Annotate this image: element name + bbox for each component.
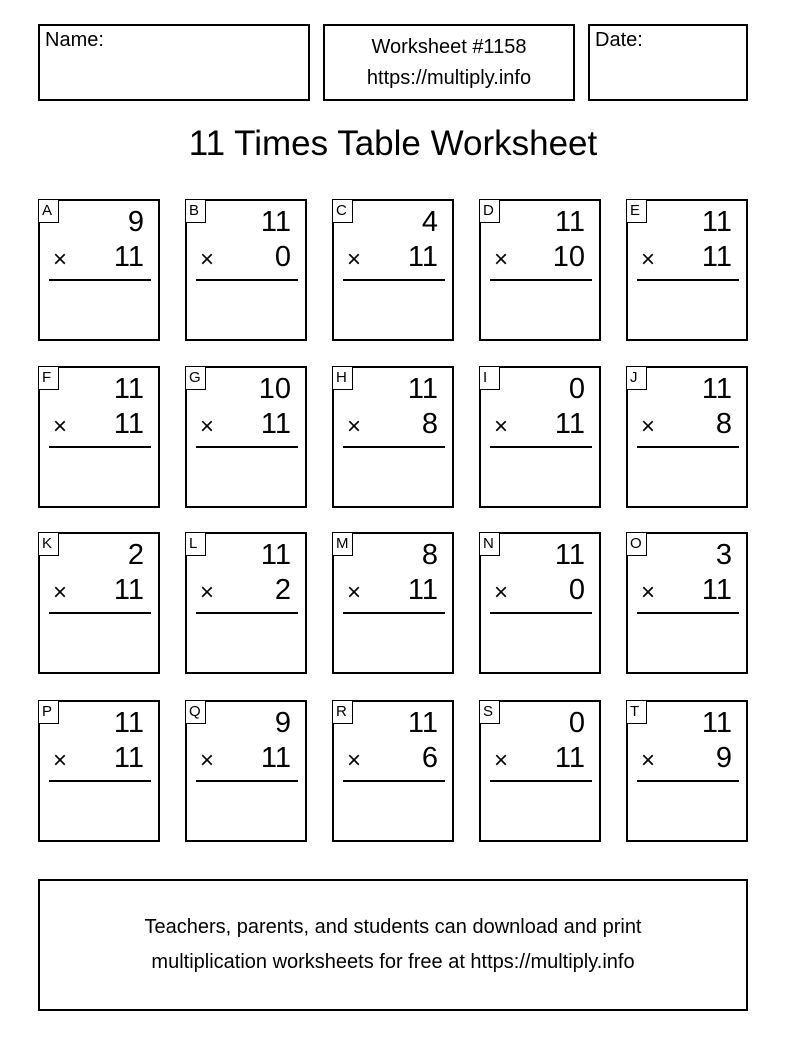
multiplicand: 11	[554, 539, 585, 571]
multiplier: 11	[113, 241, 144, 273]
worksheet-number: Worksheet #1158	[371, 36, 527, 58]
times-sign: ×	[347, 246, 362, 273]
times-sign: ×	[200, 246, 215, 273]
multiplier: 2	[274, 574, 291, 606]
times-sign: ×	[200, 747, 215, 774]
times-sign: ×	[347, 413, 362, 440]
answer-line	[196, 446, 298, 448]
multiplier: 8	[421, 408, 438, 440]
multiplier: 11	[113, 408, 144, 440]
answer-line	[49, 279, 151, 281]
answer-line	[343, 612, 445, 614]
multiplier: 9	[715, 742, 732, 774]
page-title: 11 Times Table Worksheet	[188, 124, 598, 163]
name-label: Name:	[45, 29, 104, 51]
multiplicand: 11	[407, 373, 438, 405]
times-sign: ×	[494, 413, 509, 440]
footer-line-1: Teachers, parents, and students can download and print	[144, 916, 642, 938]
answer-line	[637, 279, 739, 281]
multiplicand: 8	[421, 539, 438, 571]
multiplier: 0	[274, 241, 291, 273]
multiplier: 0	[568, 574, 585, 606]
problem-letter: R	[332, 700, 353, 724]
multiplicand: 3	[715, 539, 732, 571]
answer-line	[343, 780, 445, 782]
times-sign: ×	[494, 579, 509, 606]
problem-letter: D	[479, 199, 500, 223]
multiplier: 8	[715, 408, 732, 440]
multiplier: 6	[421, 742, 438, 774]
answer-line	[490, 780, 592, 782]
date-label: Date:	[595, 29, 643, 51]
multiplicand: 2	[127, 539, 144, 571]
problem-letter: H	[332, 366, 353, 390]
problem-card-n[interactable]	[479, 532, 601, 674]
problem-card-l[interactable]	[185, 532, 307, 674]
times-sign: ×	[641, 579, 656, 606]
problem-card-c[interactable]	[332, 199, 454, 341]
multiplier: 11	[407, 574, 438, 606]
times-sign: ×	[53, 747, 68, 774]
multiplicand: 11	[701, 373, 732, 405]
multiplicand: 9	[127, 206, 144, 238]
problem-card-t[interactable]	[626, 700, 748, 842]
multiplier: 10	[552, 241, 585, 273]
answer-line	[343, 279, 445, 281]
times-sign: ×	[641, 246, 656, 273]
multiplier: 11	[554, 408, 585, 440]
multiplier: 11	[554, 742, 585, 774]
multiplier: 11	[701, 574, 732, 606]
multiplier: 11	[407, 241, 438, 273]
times-sign: ×	[200, 579, 215, 606]
multiplicand: 0	[568, 707, 585, 739]
problem-letter: A	[38, 199, 59, 223]
times-sign: ×	[347, 747, 362, 774]
problem-card-g[interactable]	[185, 366, 307, 508]
problem-letter: C	[332, 199, 353, 223]
multiplier: 11	[260, 408, 291, 440]
answer-line	[49, 446, 151, 448]
answer-line	[637, 780, 739, 782]
problem-card-o[interactable]	[626, 532, 748, 674]
problem-letter: Q	[185, 700, 206, 724]
problem-letter: S	[479, 700, 500, 724]
problem-letter: L	[185, 532, 206, 556]
problem-card-k[interactable]	[38, 532, 160, 674]
problem-card-b[interactable]	[185, 199, 307, 341]
answer-line	[637, 446, 739, 448]
multiplicand: 11	[260, 539, 291, 571]
times-sign: ×	[347, 579, 362, 606]
times-sign: ×	[641, 747, 656, 774]
answer-line	[49, 612, 151, 614]
problem-card-i[interactable]	[479, 366, 601, 508]
problem-letter: T	[626, 700, 647, 724]
multiplicand: 11	[407, 707, 438, 739]
answer-line	[490, 612, 592, 614]
footer-box	[38, 879, 748, 1011]
problem-card-h[interactable]	[332, 366, 454, 508]
answer-line	[196, 612, 298, 614]
problem-card-m[interactable]	[332, 532, 454, 674]
problem-letter: P	[38, 700, 59, 724]
problem-letter: G	[185, 366, 206, 390]
answer-line	[49, 780, 151, 782]
problem-letter: F	[38, 366, 59, 390]
problem-letter: E	[626, 199, 647, 223]
multiplicand: 11	[701, 707, 732, 739]
multiplicand: 10	[258, 373, 291, 405]
problem-card-a[interactable]	[38, 199, 160, 341]
multiplicand: 4	[421, 206, 438, 238]
problem-card-r[interactable]	[332, 700, 454, 842]
multiplicand: 0	[568, 373, 585, 405]
times-sign: ×	[494, 246, 509, 273]
site-url: https://multiply.info	[366, 67, 532, 89]
multiplier: 11	[701, 241, 732, 273]
problem-card-f[interactable]	[38, 366, 160, 508]
times-sign: ×	[53, 246, 68, 273]
answer-line	[196, 279, 298, 281]
answer-line	[343, 446, 445, 448]
multiplicand: 11	[260, 206, 291, 238]
answer-line	[490, 446, 592, 448]
times-sign: ×	[53, 413, 68, 440]
problem-card-p[interactable]	[38, 700, 160, 842]
problem-letter: N	[479, 532, 500, 556]
problem-card-j[interactable]	[626, 366, 748, 508]
multiplicand: 11	[113, 707, 144, 739]
multiplicand: 9	[274, 707, 291, 739]
problem-letter: B	[185, 199, 206, 223]
answer-line	[490, 279, 592, 281]
problem-card-q[interactable]	[185, 700, 307, 842]
times-sign: ×	[494, 747, 509, 774]
footer-line-2: multiplication worksheets for free at https://multiply.info	[151, 951, 635, 973]
multiplier: 11	[260, 742, 291, 774]
problem-letter: I	[479, 366, 500, 390]
times-sign: ×	[641, 413, 656, 440]
multiplicand: 11	[554, 206, 585, 238]
answer-line	[637, 612, 739, 614]
times-sign: ×	[53, 579, 68, 606]
answer-line	[196, 780, 298, 782]
multiplicand: 11	[701, 206, 732, 238]
multiplicand: 11	[113, 373, 144, 405]
problem-card-e[interactable]	[626, 199, 748, 341]
problem-letter: M	[332, 532, 353, 556]
times-sign: ×	[200, 413, 215, 440]
problem-card-d[interactable]	[479, 199, 601, 341]
problem-letter: K	[38, 532, 59, 556]
multiplier: 11	[113, 574, 144, 606]
problem-letter: O	[626, 532, 647, 556]
problem-card-s[interactable]	[479, 700, 601, 842]
problem-letter: J	[626, 366, 647, 390]
multiplier: 11	[113, 742, 144, 774]
